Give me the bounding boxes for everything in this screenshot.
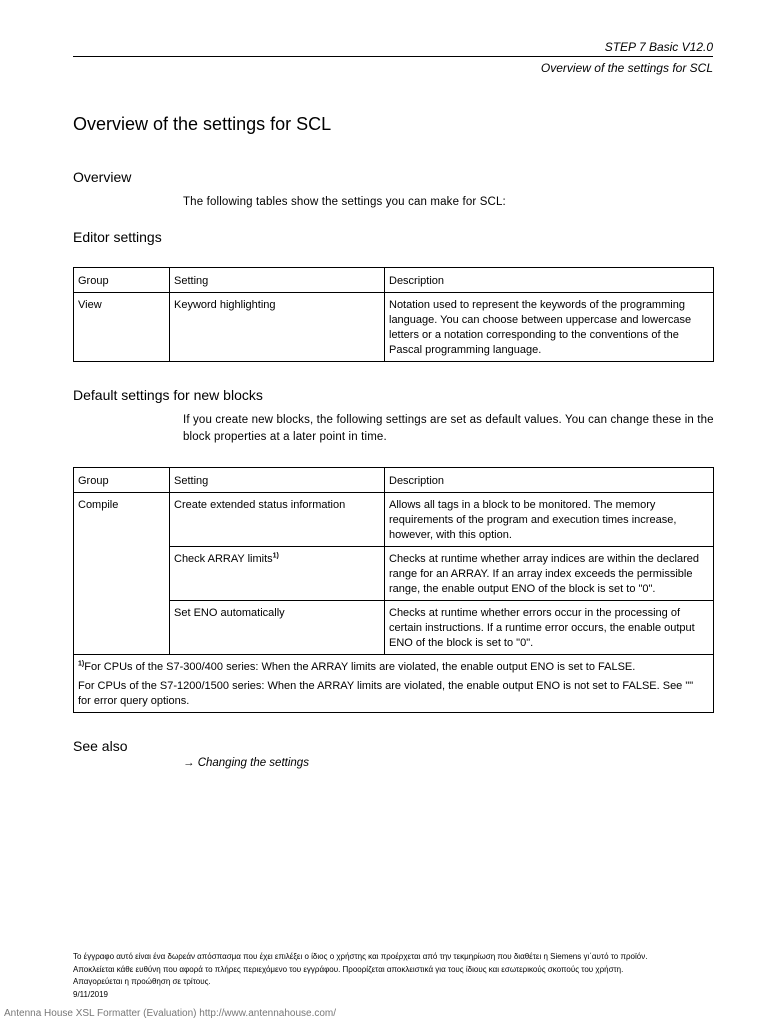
cell-setting: Create extended status information: [170, 493, 385, 547]
table-row: [74, 293, 714, 362]
footer-date: 9/11/2019: [73, 989, 108, 999]
page-title: Overview of the settings for SCL: [73, 114, 332, 134]
footer-line-1: Το έγγραφο αυτό είναι ένα δωρεάν απόσπασμα που έχει επιλέξει ο ίδιος ο χρήστης και προέρχεται από την τεκμηρίωση που διαθέτει η Siemens γι΄αυτό το προϊόν.: [73, 952, 648, 961]
changing-settings-link[interactable]: → Changing the settings: [183, 757, 309, 769]
default-settings-text: If you create new blocks, the following settings are set as default values. You can change these in the block properties at a later point in time.: [183, 414, 714, 443]
column-header-group: Group: [74, 268, 170, 293]
table-row: [74, 601, 714, 655]
editor-settings-table: [73, 267, 714, 362]
column-header-setting: Setting: [170, 468, 385, 493]
cell-setting: Keyword highlighting: [170, 293, 385, 362]
watermark: Antenna House XSL Formatter (Evaluation) http://www.antennahouse.com/: [4, 1008, 337, 1019]
column-header-description: Description: [385, 268, 714, 293]
default-settings-table: [73, 467, 714, 713]
cell-description: Checks at runtime whether errors occur in the processing of certain instructions. If a runtime error occurs, the enable output ENO of the block is set to "0".: [385, 601, 714, 655]
footnote-1: [78, 660, 709, 675]
page-footer: [73, 951, 733, 1001]
table-footnote-row: [74, 655, 714, 713]
see-also-heading: See also: [73, 738, 128, 754]
footnote-1-text: For CPUs of the S7-300/400 series: When the ARRAY limits are violated, the enable output ENO is set to FALSE.: [84, 661, 636, 673]
footnote-2: For CPUs of the S7-1200/1500 series: When the ARRAY limits are violated, the enable output ENO is not set to FALSE. See "" for error query options.: [78, 680, 694, 707]
table-row: [74, 493, 714, 547]
table-footnote-cell: [74, 655, 714, 713]
table-header-row: [74, 268, 714, 293]
default-settings-heading: Default settings for new blocks: [73, 387, 263, 403]
overview-text: The following tables show the settings you can make for SCL:: [183, 196, 506, 208]
table-header-row: [74, 468, 714, 493]
footer-line-3: Απαγορεύεται η προώθηση σε τρίτους.: [73, 977, 211, 986]
cell-description: Allows all tags in a block to be monitored. The memory requirements of the program and execution times increase, however, with this option.: [385, 493, 714, 547]
header-section: Overview of the settings for SCL: [540, 61, 713, 75]
cell-setting: [170, 547, 385, 601]
footnote-mark: 1): [78, 660, 85, 668]
column-header-description: Description: [385, 468, 714, 493]
cell-description: Checks at runtime whether array indices are within the declared range for an ARRAY. If an array index exceeds the permissible range, the enable output ENO of the block is set to "0".: [385, 547, 714, 601]
cell-description: Notation used to represent the keywords of the programming language. You can choose between uppercase and lowercase letters or a notation corresponding to the conventions of the Pascal programming language.: [385, 293, 714, 362]
table-row: [74, 547, 714, 601]
footnote-mark: 1): [272, 552, 279, 560]
footer-line-2: Αποκλείεται κάθε ευθύνη που αφορά το πλήρες περιεχόμενο του εγγράφου. Προορίζεται αποκλειστικά για τους ίδιους και εσωτερικούς σκοπούς του χρήστη.: [73, 964, 624, 974]
header-product: STEP 7 Basic V12.0: [604, 40, 713, 54]
column-header-setting: Setting: [170, 268, 385, 293]
cell-group: View: [74, 293, 170, 362]
overview-heading: Overview: [73, 169, 132, 185]
cell-group: Compile: [74, 493, 170, 655]
column-header-group: Group: [74, 468, 170, 493]
setting-label: Check ARRAY limits: [174, 553, 273, 565]
editor-settings-heading: Editor settings: [73, 229, 162, 245]
cell-setting: Set ENO automatically: [170, 601, 385, 655]
header-rule: [73, 56, 713, 57]
